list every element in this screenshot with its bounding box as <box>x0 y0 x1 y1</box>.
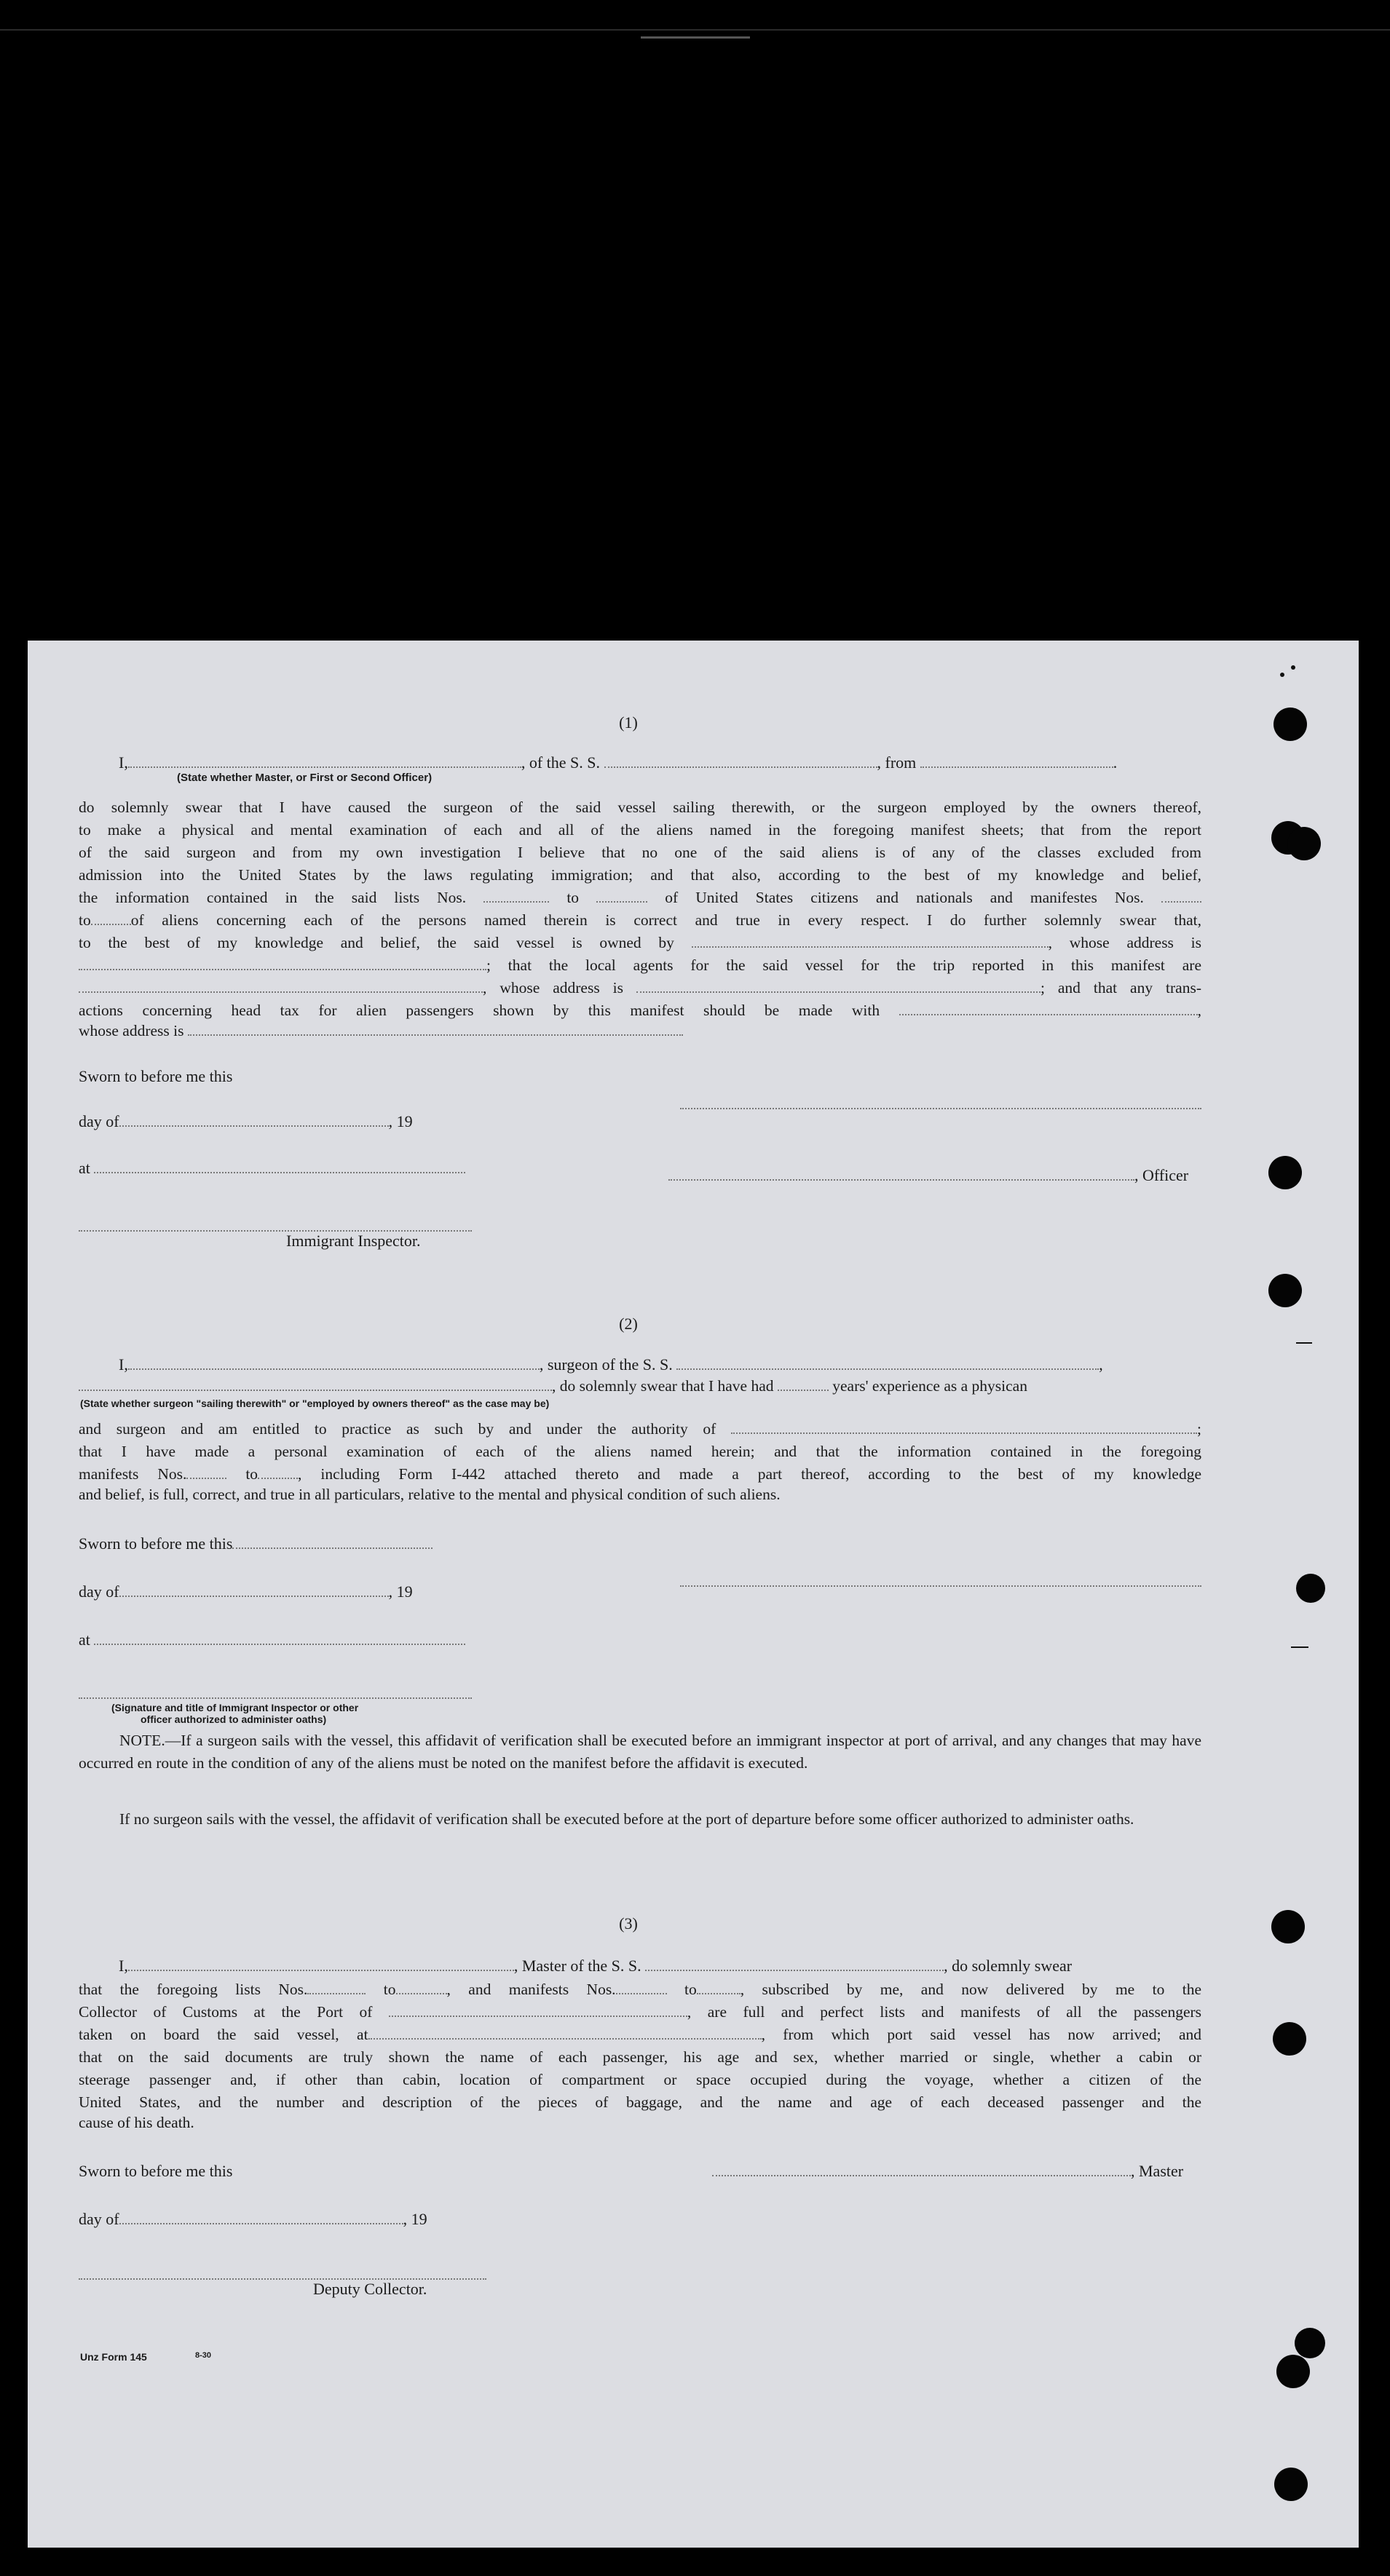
text: , and manifests Nos. <box>446 1981 616 1998</box>
s3-collector-line <box>79 2001 1201 2024</box>
text: , do solemnly swear that I have had <box>552 1377 774 1395</box>
manifest-no-blank <box>258 1467 298 1479</box>
place-blank <box>94 1633 465 1645</box>
s3-line1 <box>119 1957 1072 1975</box>
affidavit-form-page <box>28 641 1359 2548</box>
text: of aliens concerning each of the persons named therein is correct and true in every respect. I do further solemnly swear that, <box>130 911 1201 929</box>
s3-day-of <box>79 2210 427 2229</box>
text: , Officer <box>1134 1166 1189 1184</box>
note-surgeon-sails: NOTE.—If a surgeon sails with the vessel, this affidavit of verification shall be executed before an immigrant inspector at port of arrival, and any changes that may have occurred en route in the condition of any of the aliens must be noted on the manifest before the affidavit is executed. <box>79 1732 1201 1772</box>
text: , <box>1197 1002 1201 1019</box>
binder-hole <box>1295 2328 1325 2358</box>
text: Collector of Customs at the Port of <box>79 2003 373 2021</box>
list-no-blank <box>307 1983 366 1994</box>
s3-para-line: steerage passenger and, if other than cabin, location of compartment or space occupied during the voyage, whether a citizen of the <box>79 2071 1201 2088</box>
text: to <box>79 911 91 929</box>
vessel-blank <box>604 756 877 768</box>
text: day of <box>79 1112 119 1130</box>
s2-sig-note-1: (Signature and title of Immigrant Inspector or other <box>111 1702 359 1713</box>
text: , subscribed by me, and now delivered by me to the <box>740 1981 1202 1998</box>
s2-instruction: (State whether surgeon "sailing therewith" or "employed by owners thereof" as the case may be) <box>80 1398 550 1409</box>
text: , whose address is <box>483 979 623 996</box>
text: , are full and perfect lists and manifests of all the passengers <box>687 2003 1202 2021</box>
day-blank <box>119 2213 403 2224</box>
s3-para-line: that on the said documents are truly shown the name of each passenger, his age and sex, whether married or single, whether a cabin or <box>79 2048 1201 2066</box>
s2-paragraph <box>79 1418 1201 1486</box>
s2-line1 <box>119 1355 1103 1374</box>
s1-instruction: (State whether Master, or First or Second Officer) <box>177 772 433 784</box>
text: ; that the local agents for the said vessel for the trip reported in this manifest are <box>486 956 1201 974</box>
vessel-blank <box>676 1358 1099 1370</box>
s1-owner-line <box>79 932 1201 954</box>
officer-signature-blank <box>668 1169 1134 1181</box>
text: the information contained in the said lists Nos. <box>79 889 467 906</box>
text: , from which port said vessel has now arrived; and <box>761 2026 1201 2043</box>
s3-para-line: United States, and the number and description of the pieces of baggage, and the name and age of each deceased passenger and the <box>79 2093 1201 2111</box>
text: , including Form I-442 attached thereto and made a part thereof, according to the best of my knowledge <box>298 1465 1202 1483</box>
s1-address-line <box>79 1022 683 1040</box>
text: to the best of my knowledge and belief, the said vessel is owned by <box>79 934 674 951</box>
margin-tick <box>1291 1646 1308 1648</box>
port-blank <box>920 756 1113 768</box>
binder-hole <box>1276 2355 1310 2388</box>
s1-para-line: to make a physical and mental examination of each and all of the aliens named in the foregoing manifest sheets; that from the report <box>79 821 1201 839</box>
s1-i-label: I, <box>119 753 128 772</box>
s1-para-line: do solemnly swear that I have caused the surgeon of the said vessel sailing therewith, or the surgeon employed by the owners thereof, <box>79 798 1201 816</box>
signature-line <box>680 1108 1201 1109</box>
officer-signature-line <box>79 1697 472 1699</box>
text: manifests Nos. <box>79 1465 187 1483</box>
text: years' experience as a physican <box>832 1377 1027 1395</box>
form-code: 8-30 <box>195 2351 212 2360</box>
text: to <box>383 1981 396 1998</box>
s2-at <box>79 1630 465 1649</box>
s1-agents-line <box>79 954 1201 977</box>
manifest-no-blank <box>616 1983 667 1994</box>
margin-tick <box>1296 1342 1312 1344</box>
place-blank <box>94 1162 465 1173</box>
text: to <box>245 1465 258 1483</box>
s3-sworn <box>79 2162 232 2181</box>
binder-hole <box>1273 708 1307 741</box>
text: , 19 <box>388 1112 413 1130</box>
s2-manifests-line <box>79 1463 1201 1486</box>
signature-line <box>680 1585 1201 1587</box>
s1-at <box>79 1159 465 1178</box>
date-blank <box>232 1537 433 1549</box>
s2-sworn <box>79 1534 433 1553</box>
port-blank <box>368 2028 762 2040</box>
text: to <box>566 889 580 906</box>
s1-sworn <box>79 1067 232 1086</box>
s1-inspector-title: Immigrant Inspector. <box>286 1232 421 1250</box>
text: at <box>79 1630 90 1649</box>
text: that the foregoing lists Nos. <box>79 1981 308 1998</box>
manifest-no-blank <box>186 1467 226 1479</box>
s1-para-line: admission into the United States by the laws regulating immigration; and that also, according to the best of my knowledge and belief, <box>79 866 1201 884</box>
text: taken on board the said vessel, at <box>79 2026 368 2043</box>
owner-blank <box>692 936 1049 948</box>
s1-paragraph <box>79 796 1201 1022</box>
s1-lists-line <box>79 887 1201 909</box>
binder-hole <box>1268 1274 1302 1307</box>
binder-hole <box>1287 827 1321 860</box>
status-blank <box>79 1379 552 1391</box>
text: Sworn to before me this <box>79 1534 233 1553</box>
text: , Master of the S. S. <box>513 1957 641 1975</box>
s1-of-ss-label: , of the S. S. <box>521 753 601 772</box>
text: of United States citizens and nationals and manifestes Nos. <box>665 889 1144 906</box>
text: , do solemnly swear <box>944 1957 1073 1975</box>
text: , 19 <box>388 1582 413 1601</box>
manifest-no-blank <box>91 914 131 925</box>
form-number: Unz Form 145 <box>80 2351 147 2363</box>
s1-headtax-line <box>79 999 1201 1022</box>
s1-aliens-line <box>79 909 1201 932</box>
master-name-blank <box>128 1959 514 1971</box>
list-no-blank <box>596 891 647 903</box>
film-edge-line <box>0 29 1390 31</box>
s2-para-line: that I have made a personal examination of each of the aliens named herein; and that the information contained in the foregoing <box>79 1443 1201 1460</box>
manifest-no-blank <box>697 1983 741 1994</box>
s1-agent-address-line <box>79 977 1201 999</box>
text: at <box>79 1159 90 1177</box>
s3-taken-line <box>79 2024 1201 2046</box>
text: and surgeon and am entitled to practice as such by and under the authority of <box>79 1420 716 1438</box>
binder-hole <box>1296 1574 1325 1603</box>
s2-authority-line <box>79 1418 1201 1440</box>
address-blank <box>188 1024 683 1036</box>
address-blank <box>79 959 486 970</box>
headtax-blank <box>899 1004 1198 1015</box>
address-blank <box>636 981 1040 993</box>
day-blank <box>119 1585 389 1597</box>
s2-sig-note-2: officer authorized to administer oaths) <box>141 1713 327 1725</box>
s1-from-label: , from <box>877 753 917 772</box>
section-2-number: (2) <box>619 1315 638 1333</box>
binder-hole <box>1274 2468 1308 2501</box>
master-signature-blank <box>712 2165 1131 2176</box>
s1-period: . <box>1113 753 1118 772</box>
s2-last-line: and belief, is full, correct, and true in all particulars, relative to the mental and physical condition of such aliens. <box>79 1486 781 1503</box>
agent-blank <box>79 981 483 993</box>
s2-day-of <box>79 1582 413 1601</box>
text: actions concerning head tax for alien passengers shown by this manifest should be made with <box>79 1002 880 1019</box>
list-no-blank <box>396 1983 447 1994</box>
film-edge-mark <box>641 36 750 39</box>
s3-last-line: cause of his death. <box>79 2114 194 2131</box>
port-blank <box>389 2005 687 2017</box>
text: whose address is <box>79 1022 184 1039</box>
name-blank <box>128 756 521 768</box>
text: , 19 <box>403 2210 427 2228</box>
text: to <box>684 1981 697 1998</box>
s2-line2 <box>79 1377 1027 1395</box>
s3-lists-line <box>79 1978 1201 2001</box>
text: I, <box>119 1355 128 1374</box>
binder-hole <box>1268 1156 1302 1189</box>
speck <box>1280 673 1284 677</box>
text: ; <box>1197 1420 1202 1438</box>
binder-hole <box>1271 1910 1305 1943</box>
vessel-blank <box>645 1959 944 1971</box>
list-no-blank <box>483 891 549 903</box>
text: , <box>1099 1355 1103 1374</box>
section-1-number: (1) <box>619 713 638 732</box>
s3-deputy-title: Deputy Collector. <box>313 2280 427 2298</box>
text: day of <box>79 1582 119 1601</box>
s1-day-of <box>79 1112 413 1131</box>
note-no-surgeon: If no surgeon sails with the vessel, the affidavit of verification shall be executed before at the port of departure before some officer authorized to administer oaths. <box>119 1810 1134 1828</box>
s3-master-line <box>712 2162 1183 2181</box>
speck <box>1291 665 1295 670</box>
text: day of <box>79 2210 119 2228</box>
manifest-no-blank <box>1161 891 1201 903</box>
text: Sworn to before me this <box>79 2162 233 2180</box>
day-blank <box>119 1115 389 1127</box>
text: , Master <box>1131 2162 1184 2180</box>
s1-officer-line <box>668 1166 1188 1185</box>
years-blank <box>778 1379 829 1391</box>
text: Sworn to before me this <box>79 1067 233 1085</box>
s3-paragraph <box>79 1978 1201 2114</box>
text: I, <box>119 1957 128 1975</box>
binder-hole <box>1273 2022 1306 2056</box>
text: , surgeon of the S. S. <box>539 1355 673 1374</box>
authority-blank <box>731 1422 1197 1434</box>
s1-para-line: of the said surgeon and from my own investigation I believe that no one of the said aliens is of any of the classes excluded from <box>79 844 1201 861</box>
text: , whose address is <box>1048 934 1202 951</box>
surgeon-name-blank <box>128 1358 540 1370</box>
section-3-number: (3) <box>619 1914 638 1933</box>
text: ; and that any trans- <box>1040 979 1201 996</box>
